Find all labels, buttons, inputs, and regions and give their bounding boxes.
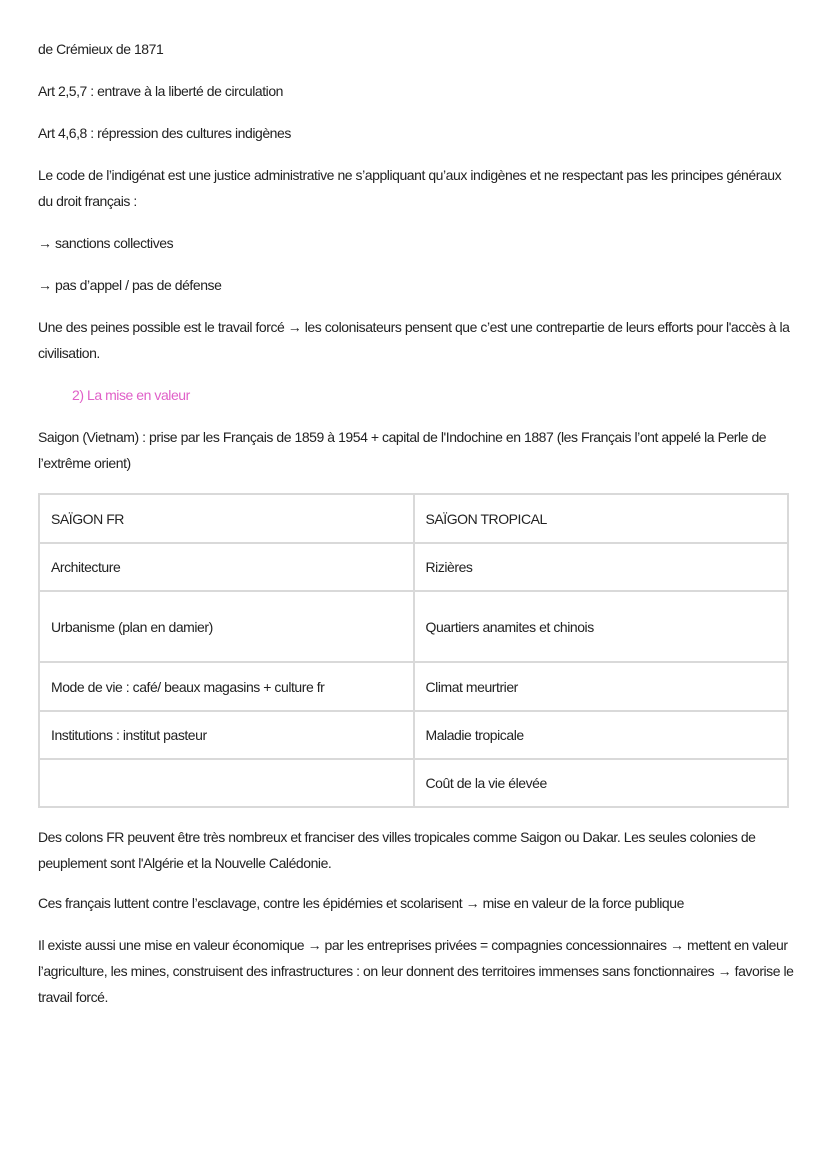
paragraph: Il existe aussi une mise en valeur économique → par les entreprises privées = compagnies concessionnaires → mettent en valeur l’agriculture, les mines, construisent des infrastructures : on leur donnent des territoires immenses sans fonctionnaires → favorise le travail forcé. [38, 937, 794, 1005]
table-cell: Maladie tropicale [414, 711, 789, 759]
table-cell: Architecture [39, 543, 414, 591]
table-cell: Climat meurtrier [414, 662, 789, 711]
table-header-cell: SAÏGON TROPICAL [414, 494, 789, 543]
comparison-table [38, 493, 789, 808]
table-header-row [39, 494, 788, 543]
bullet-arrow: → sanctions collectives [38, 235, 174, 251]
paragraph: Art 2,5,7 : entrave à la liberté de circulation [38, 83, 283, 99]
table-cell: Rizières [414, 543, 789, 591]
table-cell: Mode de vie : café/ beaux magasins + culture fr [39, 662, 414, 711]
section-heading: 2) La mise en valeur [72, 387, 190, 403]
table-row [39, 543, 788, 591]
paragraph: Art 4,6,8 : répression des cultures indigènes [38, 125, 291, 141]
paragraph: Le code de l’indigénat est une justice administrative ne s’appliquant qu’aux indigènes et ne respectant pas les principes généraux du droit français : [38, 167, 782, 209]
paragraph: Saigon (Vietnam) : prise par les Français de 1859 à 1954 + capital de l'Indochine en 1887 (les Français l’ont appelé la Perle de l’extrême orient) [38, 429, 767, 471]
paragraph: Des colons FR peuvent être très nombreux et franciser des villes tropicales comme Saigon ou Dakar. Les seules colonies de peuplement sont l'Algérie et la Nouvelle Calédonie. [38, 829, 756, 871]
paragraph: de Crémieux de 1871 [38, 41, 164, 57]
table-cell: Coût de la vie élevée [414, 759, 789, 807]
table-cell: Institutions : institut pasteur [39, 711, 414, 759]
paragraph: Ces français luttent contre l’esclavage, contre les épidémies et scolarisent → mise en valeur de la force publique [38, 895, 684, 911]
bullet-arrow: → pas d’appel / pas de défense [38, 277, 222, 293]
table-cell: Quartiers anamites et chinois [414, 591, 789, 662]
table-cell: Urbanisme (plan en damier) [39, 591, 414, 662]
table-cell [39, 759, 414, 807]
table-row [39, 759, 788, 807]
table-header-cell: SAÏGON FR [39, 494, 414, 543]
paragraph: Une des peines possible est le travail forcé → les colonisateurs pensent que c’est une contrepartie de leurs efforts pour l'accès à la civilisation. [38, 319, 790, 361]
table-row [39, 591, 788, 662]
table-row [39, 662, 788, 711]
table-row [39, 711, 788, 759]
